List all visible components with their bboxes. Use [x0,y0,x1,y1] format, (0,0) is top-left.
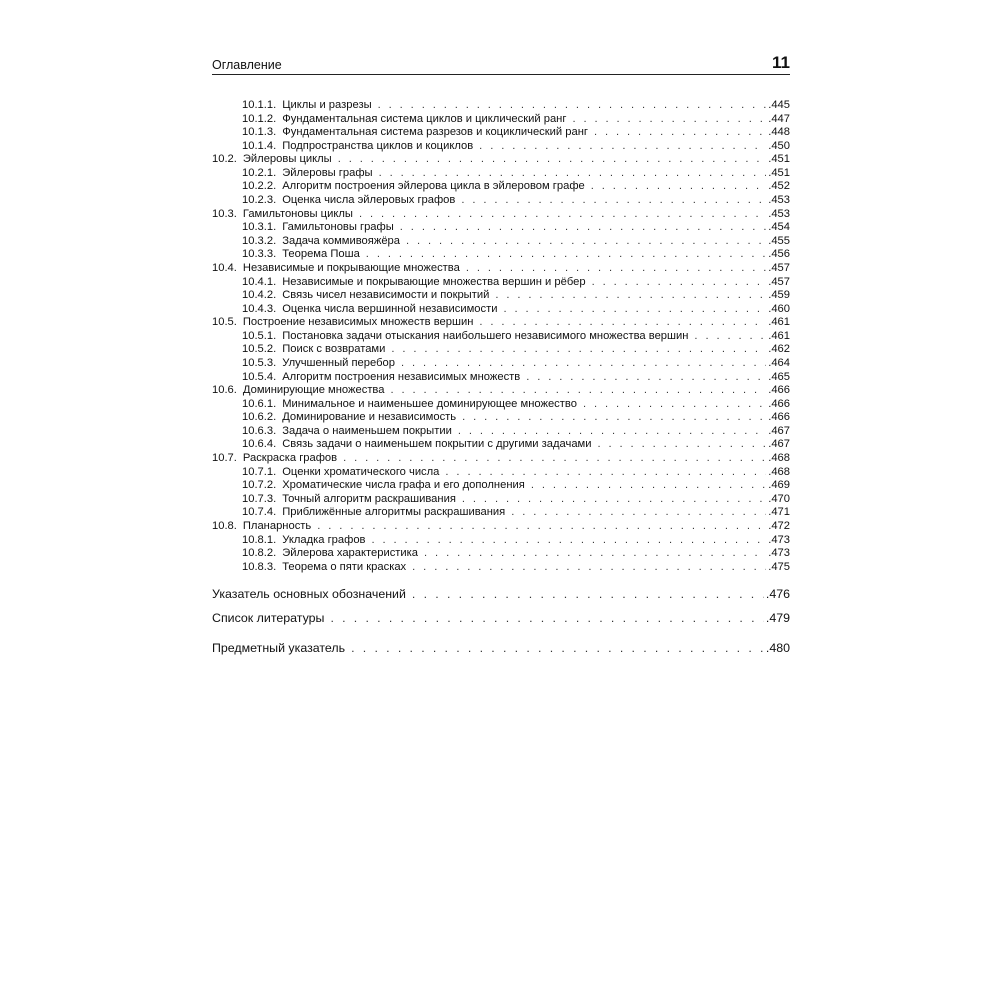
toc-title: Алгоритм построения независимых множеств [282,370,521,383]
dot-leader [391,343,766,357]
toc-entry[interactable] [212,574,790,604]
toc-page: .451 [768,153,790,166]
toc-number: 10.3. [212,207,237,220]
toc-page: .465 [768,370,790,383]
toc-page: .471 [768,506,790,519]
toc-page: .467 [768,424,790,437]
toc-page: .480 [765,640,790,655]
dot-leader [591,180,766,194]
toc-number: 10.5.2. [242,343,277,356]
toc-title: Эйлеровы графы [282,166,373,179]
toc-title: Гамильтоновы графы [282,221,394,234]
toc-title: Независимые и покрывающие множества [242,261,460,274]
toc-title: Оценки хроматического числа [282,465,440,478]
dot-leader [479,140,766,154]
toc-page: .476 [765,587,790,602]
toc-number: 10.1.2. [242,112,277,125]
toc-number: 10.5.4. [242,370,277,383]
toc-page: .454 [768,221,790,234]
section-name: Оглавление [212,58,282,72]
dot-leader [503,303,766,317]
toc-page: .473 [768,533,790,546]
toc-title: Эйлеровы циклы [242,153,332,166]
toc-page: .451 [768,166,790,179]
toc-number: 10.4.1. [242,275,277,288]
toc-entry[interactable] [212,411,790,425]
toc-number: 10.7.2. [242,479,277,492]
toc-entry[interactable] [212,330,790,344]
toc-title: Улучшенный перебор [282,356,395,369]
toc-title: Фундаментальная система циклов и циклический ранг [282,112,567,125]
toc-entry[interactable] [212,438,790,452]
dot-leader [572,113,766,127]
toc-number: 10.8.1. [242,533,277,546]
toc-title: Раскраска графов [242,452,338,465]
toc-number: 10.5.1. [242,329,277,342]
toc-page: .459 [768,289,790,302]
toc-title: Точный алгоритм раскрашивания [282,492,456,505]
toc-page: .466 [768,411,790,424]
toc-page: .462 [768,343,790,356]
toc-number: 10.1.4. [242,139,277,152]
dot-leader [479,316,766,330]
toc-entry[interactable] [212,357,790,371]
toc-page: .453 [768,207,790,220]
table-of-contents [212,99,790,663]
toc-title: Минимальное и наименьшее доминирующее множество [282,397,577,410]
toc-title: Циклы и разрезы [282,99,372,111]
toc-number: 10.5.3. [242,356,277,369]
page-header [212,52,790,75]
toc-entry[interactable] [212,262,790,276]
toc-page: .461 [768,329,790,342]
toc-entry[interactable] [212,248,790,262]
page-number: 11 [772,53,790,72]
dot-leader [445,466,766,480]
toc-title: Укладка графов [282,533,366,546]
toc-entry[interactable] [212,316,790,330]
toc-page: .466 [768,384,790,397]
dot-leader [424,547,766,561]
dot-leader [366,248,766,262]
dot-leader [317,520,766,534]
toc-page: .468 [768,452,790,465]
toc-page: .447 [768,112,790,125]
toc-page: .450 [768,139,790,152]
toc-number: 10.1.3. [242,126,277,139]
toc-number: 10.3.1. [242,221,277,234]
toc-entry[interactable] [212,547,790,561]
toc-number: 10.7.1. [242,465,277,478]
toc-number: 10.6.1. [242,397,277,410]
toc-title: Построение независимых множеств вершин [242,316,474,329]
dot-leader [531,479,766,493]
toc-title: Задача коммивояжёра [282,234,400,247]
dot-leader [338,153,767,167]
toc-number: 10.6. [212,384,237,397]
toc-title: Теорема о пяти красках [282,560,407,573]
toc-entry[interactable] [212,371,790,385]
toc-title: Указатель основных обозначений [212,587,406,602]
dot-leader [526,371,766,385]
toc-entry[interactable] [212,398,790,412]
toc-page: .460 [768,302,790,315]
toc-number: 10.4. [212,261,237,274]
toc-page: .445 [768,99,790,111]
toc-number: 10.7.4. [242,506,277,519]
toc-title: Фундаментальная система разрезов и коциклический ранг [282,126,588,139]
dot-leader [359,208,766,222]
dot-leader [400,221,766,235]
dot-leader [462,411,766,425]
toc-entry[interactable] [212,520,790,534]
toc-number: 10.1.1. [242,99,277,111]
toc-page: .468 [768,465,790,478]
dot-leader [583,398,766,412]
toc-page: .452 [768,180,790,193]
toc-entry[interactable] [212,235,790,249]
toc-title: Планарность [242,519,312,532]
toc-page: .467 [768,438,790,451]
toc-entry[interactable] [212,452,790,466]
toc-page: .479 [765,611,790,626]
toc-page: .453 [768,194,790,207]
dot-leader [466,262,766,276]
toc-number: 10.7.3. [242,492,277,505]
toc-number: 10.4.2. [242,289,277,302]
toc-entry[interactable] [212,561,790,575]
toc-page: .457 [768,261,790,274]
dot-leader [495,289,766,303]
toc-entry[interactable] [212,466,790,480]
toc-page: .470 [768,492,790,505]
dot-leader [343,452,766,466]
toc-entry[interactable] [212,425,790,439]
toc-entry[interactable] [212,208,790,222]
toc-title: Список литературы [212,611,325,626]
dot-leader [511,506,766,520]
toc-number: 10.6.3. [242,424,277,437]
toc-number: 10.8.2. [242,547,277,560]
toc-page: .456 [768,248,790,261]
toc-page: .473 [768,547,790,560]
toc-entry[interactable] [212,343,790,357]
toc-entry[interactable] [212,99,790,113]
dot-leader [458,425,766,439]
toc-number: 10.8.3. [242,560,277,573]
toc-title: Оценка числа вершинной независимости [282,302,498,315]
toc-entry[interactable] [212,506,790,520]
dot-leader [694,330,766,344]
toc-number: 10.2.1. [242,166,277,179]
dot-leader [351,640,764,656]
toc-title: Постановка задачи отыскания наибольшего независимого множества вершин [282,329,689,342]
toc-title: Поиск с возвратами [282,343,386,356]
toc-title: Задача о наименьшем покрытии [282,424,452,437]
toc-title: Предметный указатель [212,640,346,655]
toc-entry[interactable] [212,384,790,398]
toc-number: 10.6.2. [242,411,277,424]
toc-entry[interactable] [212,221,790,235]
dot-leader [412,561,766,575]
dot-leader [390,384,766,398]
dot-leader [406,235,766,249]
toc-title: Доминирующие множества [242,384,385,397]
toc-page: .469 [768,479,790,492]
toc-entry[interactable] [212,153,790,167]
toc-entry[interactable] [212,534,790,548]
toc-number: 10.2. [212,153,237,166]
toc-title: Связь чисел независимости и покрытий [282,289,490,302]
toc-title: Доминирование и независимость [282,411,457,424]
toc-title: Приближённые алгоритмы раскрашивания [282,506,506,519]
toc-entry[interactable] [212,140,790,154]
dot-leader [594,126,766,140]
toc-page: .457 [768,275,790,288]
dot-leader [372,534,767,548]
toc-page: .475 [768,560,790,573]
toc-page: .461 [768,316,790,329]
toc-number: 10.3.2. [242,234,277,247]
toc-entry[interactable] [212,289,790,303]
dot-leader [592,276,767,290]
dot-leader [598,438,767,452]
dot-leader [412,586,764,602]
toc-number: 10.4.3. [242,302,277,315]
toc-page: .466 [768,397,790,410]
toc-entry[interactable] [212,303,790,317]
toc-title: Независимые и покрывающие множества вершин и рёбер [282,275,586,288]
toc-number: 10.5. [212,316,237,329]
dot-leader [462,493,766,507]
dot-leader [401,357,766,371]
toc-title: Алгоритм построения эйлерова цикла в эйлеровом графе [282,180,585,193]
toc-title: Связь задачи о наименьшем покрытии с другими задачами [282,438,592,451]
toc-entry[interactable] [212,276,790,290]
toc-entry[interactable] [212,479,790,493]
toc-page: .448 [768,126,790,139]
toc-page: .472 [768,519,790,532]
dot-leader [379,167,767,181]
toc-number: 10.2.3. [242,194,277,207]
toc-title: Хроматические числа графа и его дополнения [282,479,525,492]
toc-entry[interactable] [212,113,790,127]
dot-leader [378,99,767,113]
dot-leader [461,194,766,208]
toc-number: 10.7. [212,452,237,465]
toc-title: Эйлерова характеристика [282,547,419,560]
toc-title: Подпространства циклов и коциклов [282,139,474,152]
toc-entry[interactable] [212,167,790,181]
toc-number: 10.2.2. [242,180,277,193]
dot-leader [330,610,763,626]
toc-entry[interactable] [212,604,790,634]
toc-title: Оценка числа эйлеровых графов [282,194,456,207]
toc-entry[interactable] [212,180,790,194]
toc-number: 10.6.4. [242,438,277,451]
toc-entry[interactable] [212,194,790,208]
toc-number: 10.8. [212,519,237,532]
toc-entry[interactable] [212,493,790,507]
toc-number: 10.3.3. [242,248,277,261]
toc-entry[interactable] [212,126,790,140]
toc-entry[interactable] [212,634,790,664]
toc-page: .464 [768,356,790,369]
toc-title: Теорема Поша [282,248,360,261]
toc-page: .455 [768,234,790,247]
toc-title: Гамильтоновы циклы [242,207,353,220]
